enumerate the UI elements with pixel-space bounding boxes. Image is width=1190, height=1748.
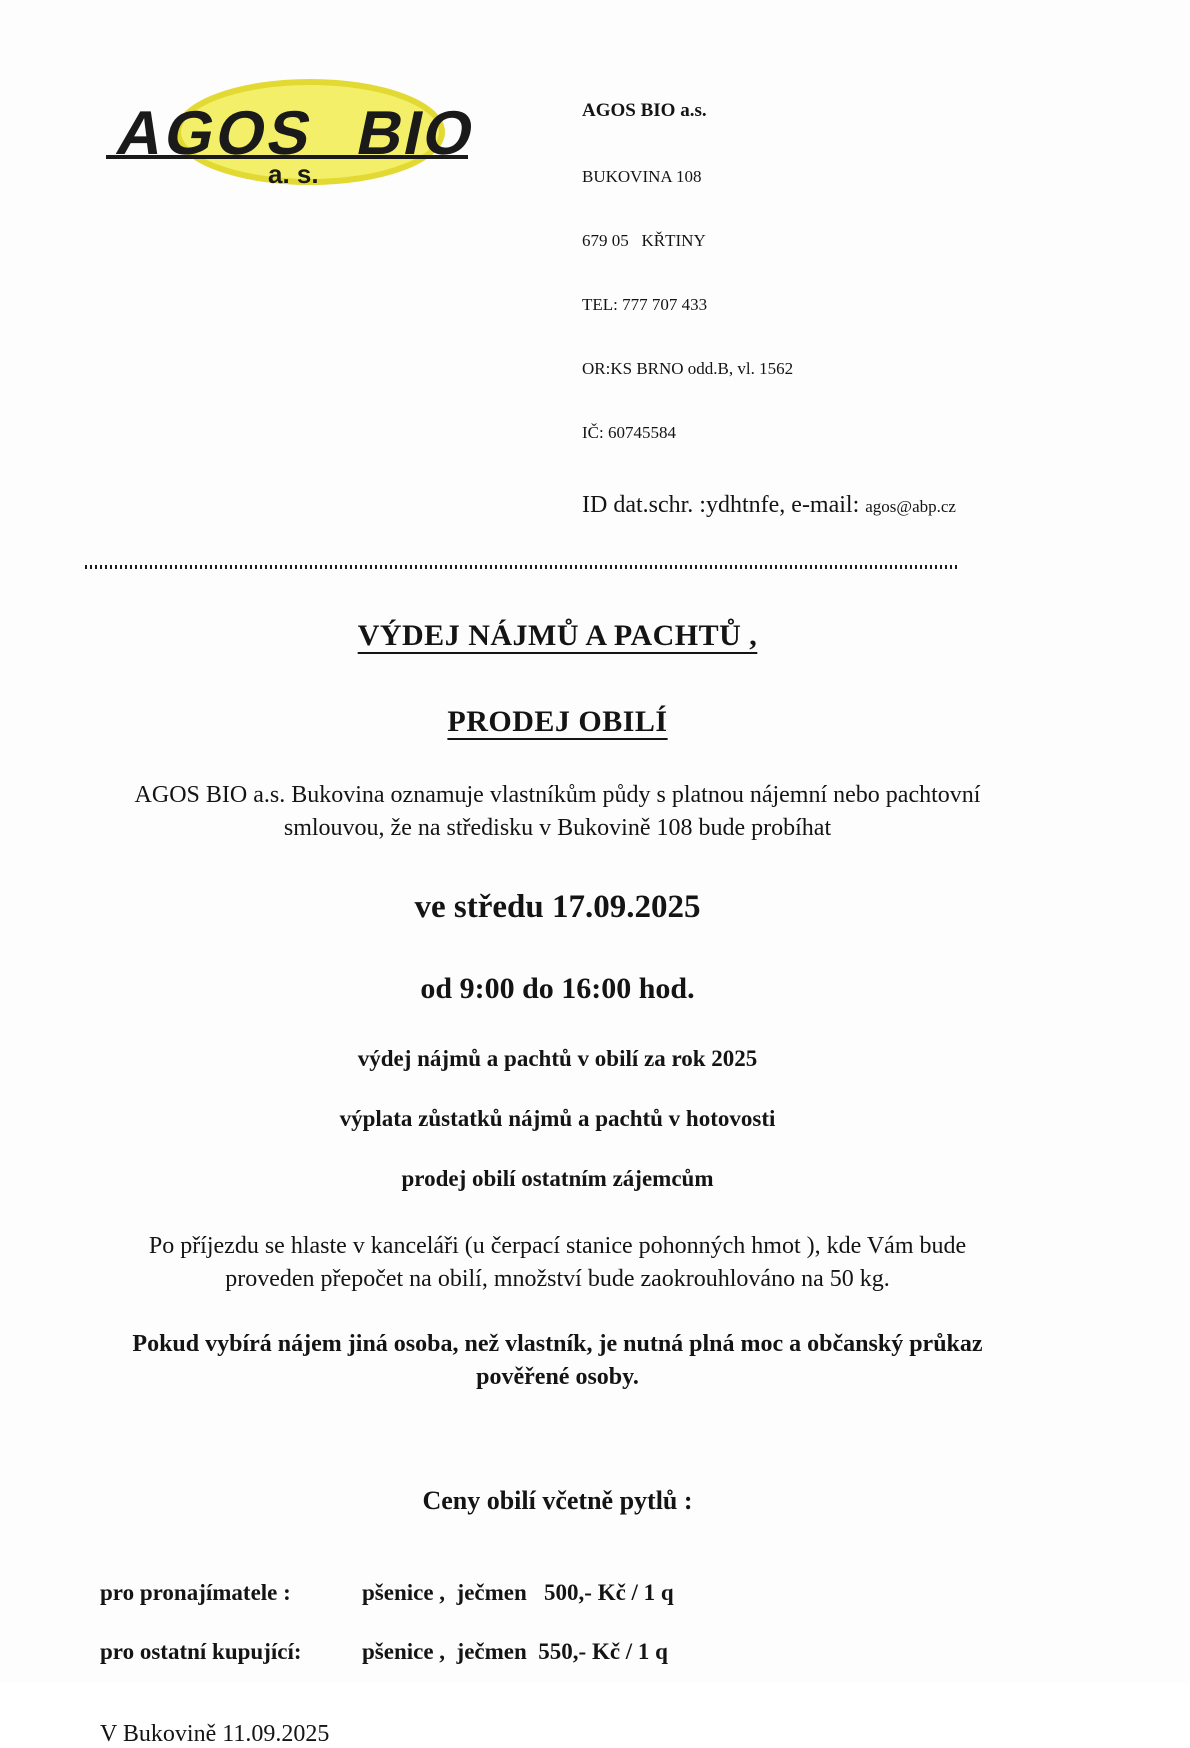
agos-bio-logo-graphic [100, 70, 483, 192]
service-item-1: výdej nájmů a pachtů v obilí za rok 2025 [357, 1045, 758, 1071]
proxy-warning: Pokud vybírá nájem jiná osoba, než vlastník, je nutná plná moc a občanský průkaz pověřené osoby. [132, 1331, 983, 1391]
arrival-instructions: Po příjezdu se hlaste v kanceláři (u čerpací stanice pohonných hmot ), kde Vám bude proveden přepočet na obilí, množství bude zaokrouhlováno na 50 kg. [148, 1232, 967, 1293]
company-ic: IČ: 60745584 [582, 423, 676, 443]
price-row-value: pšenice , ječmen 550,- Kč / 1 q [362, 1639, 668, 1665]
intro-paragraph: AGOS BIO a.s. Bukovina oznamuje vlastníkům půdy s platnou nájemní nebo pachtovní smlouvou, že na středisku v Bukovině 108 bude probíhat [134, 781, 981, 841]
logo-word-agos: AGOS [111, 98, 321, 168]
price-row-label: pro pronajímatele : [100, 1580, 291, 1606]
letterhead [0, 0, 1190, 563]
service-item-3: prodej obilí ostatním zájemcům [401, 1165, 714, 1191]
agos-bio-logo [100, 70, 483, 197]
price-row-value: pšenice , ječmen 500,- Kč / 1 q [362, 1580, 674, 1606]
price-row-label: pro ostatní kupující: [100, 1639, 302, 1665]
service-item-2: výplata zůstatků nájmů a pachtů v hotovosti [339, 1105, 776, 1131]
company-registry: OR:KS BRNO odd.B, vl. 1562 [582, 359, 794, 379]
document-body [85, 619, 1030, 1748]
price-row-lessors [85, 1580, 1030, 1606]
prices-heading: Ceny obilí včetně pytlů : [422, 1486, 693, 1516]
databox-email-line [582, 490, 956, 520]
company-phone: TEL: 777 707 433 [582, 295, 708, 314]
event-time-heading: od 9:00 do 16:00 hod. [420, 971, 695, 1005]
company-name: AGOS BIO a.s. [582, 99, 707, 121]
email-address: agos@abp.cz [865, 496, 956, 516]
dotted-separator [85, 565, 958, 569]
document-title-line1: VÝDEJ NÁJMŮ A PACHTŮ , [357, 618, 758, 652]
price-row-other-buyers [85, 1639, 1030, 1665]
event-date-heading: ve středu 17.09.2025 [414, 888, 701, 925]
company-street: BUKOVINA 108 [582, 166, 702, 186]
databox-id: ID dat.schr. :ydhtnfe, e-mail: [582, 491, 860, 518]
company-info-block [582, 56, 956, 563]
logo-word-bio: BIO [351, 98, 483, 168]
logo-suffix: a. s. [268, 159, 319, 189]
document-title-line2: PRODEJ OBILÍ [447, 704, 668, 738]
company-city: 679 05 KŘTINY [582, 230, 706, 250]
place-and-date: V Bukovině 11.09.2025 [100, 1721, 330, 1748]
